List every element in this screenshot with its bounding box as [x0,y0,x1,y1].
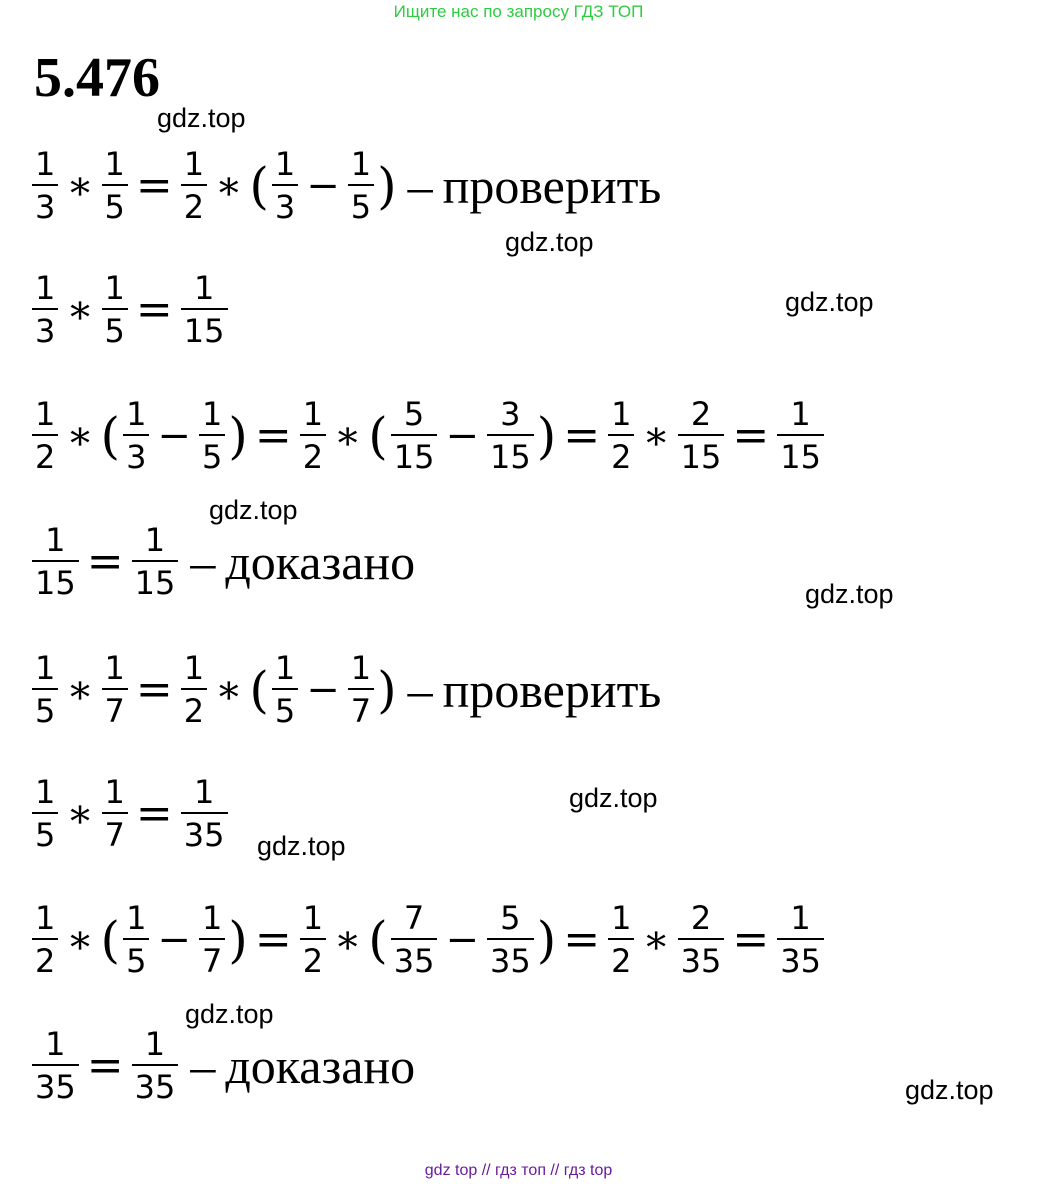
watermark: gdz.top [157,103,246,133]
minus-sign: − [306,162,340,209]
right-paren: ) [228,910,248,969]
left-paren: ( [100,406,121,465]
equals-sign: = [563,913,601,965]
word-proved: доказано [225,533,416,590]
watermark: gdz.top [257,831,346,861]
equals-sign: = [254,913,292,965]
equals-sign: = [135,283,173,335]
equals-sign: = [135,663,173,715]
equals-sign: = [254,409,292,461]
fraction: $\frac{1}{3}$ [32,272,58,347]
word-check: проверить [442,661,662,718]
fraction: $\frac{7}{35}$ [391,902,438,977]
watermark: gdz.top [569,783,658,813]
left-paren: ( [249,156,269,215]
watermark: gdz.top [805,579,894,609]
watermark: gdz.top [185,999,274,1029]
dash: – [407,157,433,214]
times-sign: ∗ [66,790,94,837]
dash: – [190,533,216,590]
equation-line-7 [30,899,826,980]
fraction: $\frac{1}{5}$ [199,398,225,473]
left-paren: ( [249,660,269,719]
fraction: $\frac{1}{35}$ [181,776,228,851]
fraction: $\frac{1}{5}$ [272,652,298,727]
times-sign: ∗ [334,916,362,963]
times-sign: ∗ [215,666,243,713]
fraction: $\frac{1}{5}$ [348,148,374,223]
fraction: $\frac{1}{7}$ [102,776,128,851]
fraction: $\frac{1}{35}$ [132,1028,179,1103]
fraction: $\frac{1}{3}$ [32,148,58,223]
equals-sign: = [732,409,770,461]
fraction: $\frac{1}{5}$ [123,902,149,977]
fraction: $\frac{5}{35}$ [487,902,534,977]
dash: – [190,1037,216,1094]
times-sign: ∗ [66,666,94,713]
fraction: $\frac{2}{15}$ [678,398,725,473]
equation-line-4 [30,521,416,602]
fraction: $\frac{1}{2}$ [181,148,207,223]
watermark: gdz.top [905,1075,994,1105]
fraction: $\frac{1}{2}$ [32,902,58,977]
watermark: gdz.top [505,227,594,257]
times-sign: ∗ [66,286,94,333]
times-sign: ∗ [66,162,94,209]
times-sign: ∗ [642,916,670,963]
fraction: $\frac{1}{35}$ [32,1028,79,1103]
fraction: $\frac{1}{15}$ [181,272,228,347]
right-paren: ) [377,156,397,215]
times-sign: ∗ [334,412,362,459]
fraction: $\frac{1}{7}$ [348,652,374,727]
fraction: $\frac{1}{3}$ [272,148,298,223]
equals-sign: = [563,409,601,461]
fraction: $\frac{1}{5}$ [32,776,58,851]
fraction: $\frac{1}{3}$ [123,398,149,473]
fraction: $\frac{1}{7}$ [199,902,225,977]
problem-number: 5.476 [34,47,160,109]
left-paren: ( [368,910,388,969]
fraction: $\frac{1}{2}$ [608,398,634,473]
fraction: $\frac{1}{5}$ [102,272,128,347]
fraction: $\frac{1}{2}$ [608,902,634,977]
right-paren: ) [536,910,557,969]
fraction: $\frac{1}{7}$ [102,652,128,727]
fraction: $\frac{3}{15}$ [487,398,534,473]
right-paren: ) [228,406,248,465]
times-sign: ∗ [66,916,94,963]
times-sign: ∗ [642,412,670,459]
fraction: $\frac{1}{15}$ [777,398,824,473]
minus-sign: − [306,666,340,713]
bottom-banner: gdz top // гдз топ // гдз top [424,1162,613,1179]
left-paren: ( [368,406,388,465]
equation-line-6 [30,773,230,854]
equation-line-1 [30,145,662,226]
fraction: $\frac{1}{15}$ [132,524,179,599]
minus-sign: − [157,412,191,459]
fraction: $\frac{1}{2}$ [300,902,326,977]
watermark: gdz.top [785,287,874,317]
equals-sign: = [135,159,173,211]
right-paren: ) [536,406,557,465]
fraction: $\frac{1}{2}$ [181,652,207,727]
fraction: $\frac{1}{5}$ [102,148,128,223]
fraction: $\frac{5}{15}$ [391,398,438,473]
minus-sign: − [157,916,191,963]
fraction: $\frac{1}{35}$ [777,902,824,977]
minus-sign: − [445,916,479,963]
equation-line-2 [30,269,230,350]
equals-sign: = [135,787,173,839]
word-proved: доказано [225,1037,416,1094]
fraction: $\frac{1}{5}$ [32,652,58,727]
watermark: gdz.top [209,495,298,525]
fraction: $\frac{1}{15}$ [32,524,79,599]
times-sign: ∗ [215,162,243,209]
equation-line-8 [30,1025,416,1106]
equation-line-3 [30,395,826,476]
word-check: проверить [442,157,662,214]
dash: – [407,661,433,718]
right-paren: ) [377,660,397,719]
fraction: $\frac{1}{2}$ [300,398,326,473]
minus-sign: − [445,412,479,459]
equals-sign: = [86,1039,124,1091]
fraction: $\frac{1}{2}$ [32,398,58,473]
equals-sign: = [732,913,770,965]
fraction: $\frac{2}{35}$ [678,902,725,977]
top-banner: Ищите нас по запросу ГДЗ ТОП [393,2,644,21]
left-paren: ( [100,910,121,969]
times-sign: ∗ [66,412,94,459]
equals-sign: = [86,535,124,587]
equation-line-5 [30,649,662,730]
